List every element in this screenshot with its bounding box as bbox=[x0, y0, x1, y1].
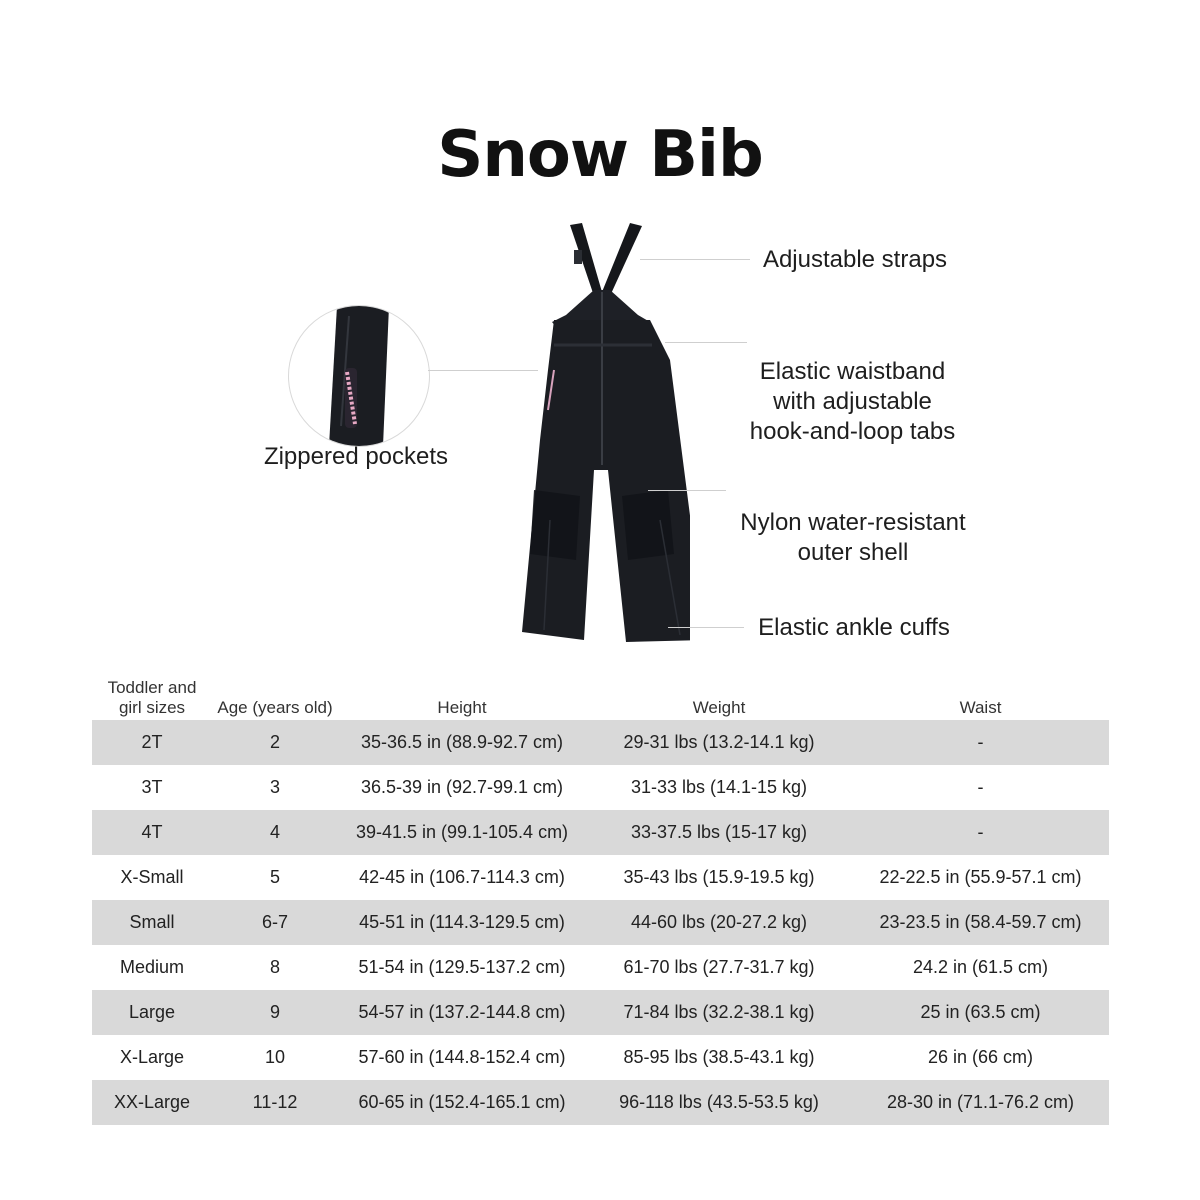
cell-age: 11-12 bbox=[212, 1080, 338, 1125]
cell-height: 42-45 in (106.7-114.3 cm) bbox=[359, 867, 565, 887]
cell-waist: - bbox=[852, 720, 1109, 765]
table-row bbox=[92, 765, 1109, 810]
cell-waist: 24.2 in (61.5 cm) bbox=[912, 957, 1049, 977]
table-row bbox=[92, 720, 1109, 765]
zippered-pockets-label: Zippered pockets bbox=[263, 443, 449, 470]
adjustable-straps-label: Adjustable straps bbox=[762, 246, 948, 273]
cell-height: 54-57 in (137.2-144.8 cm) bbox=[338, 990, 586, 1035]
snow-bib-image bbox=[510, 220, 690, 650]
cell-size: X-Small bbox=[120, 867, 184, 887]
cell-height: 39-41.5 in (99.1-105.4 cm) bbox=[338, 810, 586, 855]
cell-size: Medium bbox=[119, 957, 185, 977]
header-height: Height bbox=[437, 698, 487, 717]
cell-weight: 71-84 lbs (32.2-38.1 kg) bbox=[586, 990, 852, 1035]
cell-height: 35-36.5 in (88.9-92.7 cm) bbox=[338, 720, 586, 765]
cell-weight: 61-70 lbs (27.7-31.7 kg) bbox=[623, 957, 815, 977]
shell-leader-line bbox=[648, 490, 726, 491]
cell-waist: 25 in (63.5 cm) bbox=[852, 990, 1109, 1035]
straps-leader-line bbox=[640, 259, 750, 260]
header-waist: Waist bbox=[959, 698, 1002, 717]
cell-weight: 35-43 lbs (15.9-19.5 kg) bbox=[623, 867, 815, 887]
cell-waist: 26 in (66 cm) bbox=[927, 1047, 1034, 1067]
cell-size: 4T bbox=[92, 810, 212, 855]
cell-size: Large bbox=[92, 990, 212, 1035]
cuffs-leader-line bbox=[668, 627, 744, 628]
cell-weight: 31-33 lbs (14.1-15 kg) bbox=[630, 777, 808, 797]
cell-waist: 22-22.5 in (55.9-57.1 cm) bbox=[879, 867, 1082, 887]
cell-weight: 33-37.5 lbs (15-17 kg) bbox=[586, 810, 852, 855]
cell-size: 2T bbox=[92, 720, 212, 765]
table-row bbox=[92, 945, 1109, 990]
cell-age: 3 bbox=[269, 777, 280, 797]
cell-height: 36.5-39 in (92.7-99.1 cm) bbox=[360, 777, 564, 797]
header-size: Toddler and girl sizes bbox=[107, 678, 197, 717]
cell-waist: 28-30 in (71.1-76.2 cm) bbox=[852, 1080, 1109, 1125]
cell-height: 60-65 in (152.4-165.1 cm) bbox=[338, 1080, 586, 1125]
pockets-leader-line bbox=[428, 370, 538, 371]
cell-age: 2 bbox=[212, 720, 338, 765]
size-chart-table bbox=[92, 676, 1109, 1125]
table-row bbox=[92, 1035, 1109, 1080]
pocket-detail-image bbox=[288, 305, 430, 447]
header-age: Age (years old) bbox=[217, 698, 333, 717]
size-chart-header-row bbox=[92, 676, 1109, 720]
cell-waist: - bbox=[852, 810, 1109, 855]
table-row bbox=[92, 810, 1109, 855]
cell-age: 9 bbox=[212, 990, 338, 1035]
table-row bbox=[92, 900, 1109, 945]
cell-weight: 96-118 lbs (43.5-53.5 kg) bbox=[586, 1080, 852, 1125]
table-row bbox=[92, 1080, 1109, 1125]
table-row bbox=[92, 990, 1109, 1035]
cell-age: 10 bbox=[264, 1047, 286, 1067]
cell-height: 45-51 in (114.3-129.5 cm) bbox=[338, 900, 586, 945]
cell-weight: 44-60 lbs (20-27.2 kg) bbox=[586, 900, 852, 945]
elastic-waistband-label: Elastic waistband with adjustable hook-and-loop tabs bbox=[749, 358, 956, 445]
cell-height: 57-60 in (144.8-152.4 cm) bbox=[358, 1047, 566, 1067]
page-title: Snow Bib bbox=[437, 118, 763, 192]
cell-age: 5 bbox=[269, 867, 280, 887]
cell-age: 4 bbox=[212, 810, 338, 855]
cell-weight: 85-95 lbs (38.5-43.1 kg) bbox=[623, 1047, 815, 1067]
cell-height: 51-54 in (129.5-137.2 cm) bbox=[358, 957, 566, 977]
cell-size: XX-Large bbox=[92, 1080, 212, 1125]
nylon-shell-label: Nylon water-resistant outer shell bbox=[740, 509, 966, 566]
cell-size: Small bbox=[92, 900, 212, 945]
cell-size: X-Large bbox=[119, 1047, 185, 1067]
header-weight: Weight bbox=[692, 698, 746, 717]
cell-waist: 23-23.5 in (58.4-59.7 cm) bbox=[852, 900, 1109, 945]
elastic-ankle-cuffs-label: Elastic ankle cuffs bbox=[758, 614, 950, 641]
cell-weight: 29-31 lbs (13.2-14.1 kg) bbox=[586, 720, 852, 765]
cell-age: 6-7 bbox=[212, 900, 338, 945]
table-row bbox=[92, 855, 1109, 900]
cell-age: 8 bbox=[269, 957, 280, 977]
cell-size: 3T bbox=[141, 777, 163, 797]
cell-waist: - bbox=[977, 777, 984, 797]
